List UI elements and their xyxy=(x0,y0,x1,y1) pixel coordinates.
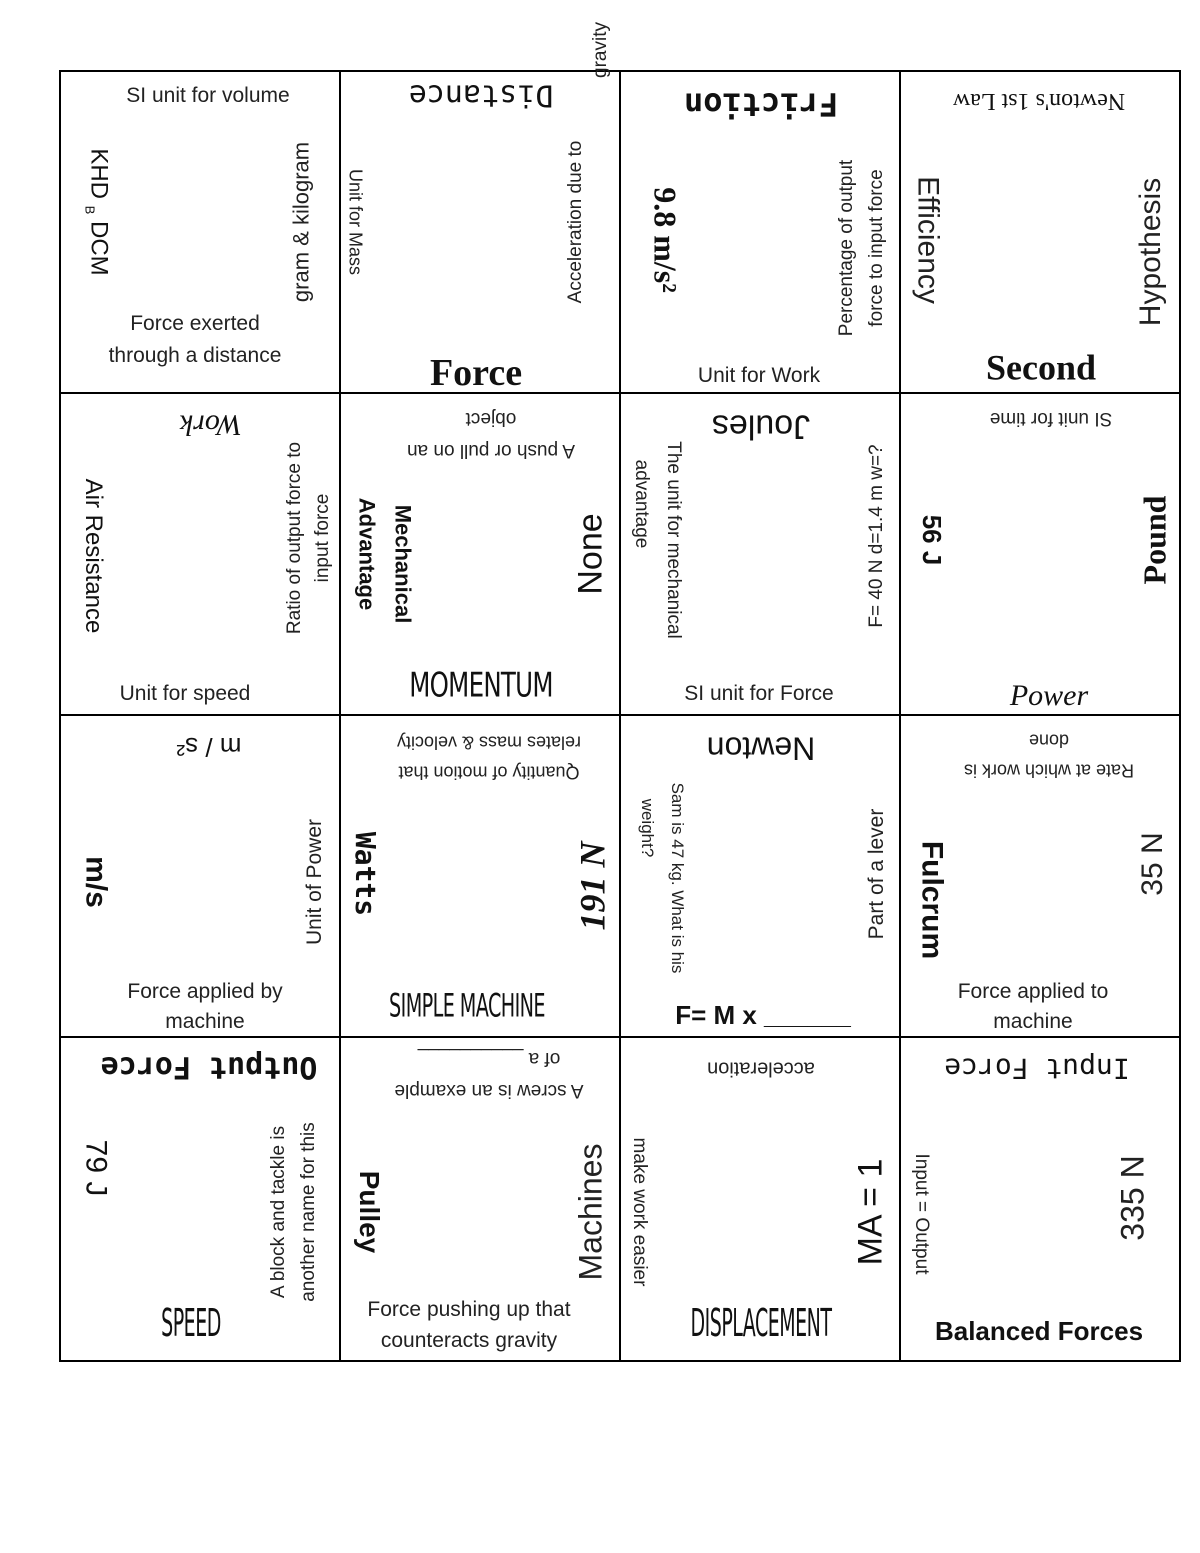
cell-right-text: None xyxy=(571,513,610,595)
cell-top-text: Work xyxy=(179,408,243,442)
cell-right-text: 335 N xyxy=(1114,1155,1151,1241)
cell-top-text: Joules xyxy=(711,407,811,446)
cell-top-line-1: Rate at which work is xyxy=(963,760,1135,781)
cell-r4c1 xyxy=(61,1038,341,1360)
cell-right-text: F= 40 N d=1.4 m w=? xyxy=(866,444,888,628)
cell-top-line-2: relates mass & velocity xyxy=(396,732,582,753)
cell-bottom-text: F= M x ______ xyxy=(675,1000,851,1031)
metric-prefix-base: B xyxy=(82,205,98,215)
cell-r3c2 xyxy=(341,716,621,1038)
cell-right-text: Hypothesis xyxy=(1133,177,1167,327)
cell-top-text: SI unit for volume xyxy=(126,83,290,107)
cell-right-text: Machines xyxy=(572,1143,609,1281)
cell-left-text: m/s xyxy=(79,856,113,908)
cell-left-line-1: Sam is 47 kg. What is his xyxy=(667,782,687,974)
cell-r2c4 xyxy=(901,394,1181,716)
cell-top-line-2: done xyxy=(1028,730,1070,751)
cell-top-text: Newton xyxy=(706,730,816,767)
cell-left-text: make work easier xyxy=(628,1137,650,1287)
cell-right-text: 191 N xyxy=(572,841,613,931)
cell-right-line-2-text: gravity xyxy=(590,22,612,78)
cell-right-line-1: Ratio of output force to xyxy=(284,441,306,635)
cell-right-line-1: Percentage of output xyxy=(836,159,858,337)
metric-prefix-start: KHD xyxy=(85,148,113,199)
cell-top-text: Newton's 1st Law xyxy=(952,87,1126,114)
cell-right-line-2: another name for this xyxy=(298,1122,320,1302)
cell-bottom-line-2: machine xyxy=(165,1009,245,1033)
cell-r4c4 xyxy=(901,1038,1181,1360)
cell-top-line-1: Quantity of motion that xyxy=(398,762,580,783)
cell-right-line-2-text: input force xyxy=(312,493,334,583)
cell-top-line-2: object xyxy=(465,407,517,429)
cell-bottom-line-1: Force exerted xyxy=(130,311,260,335)
cell-r2c2 xyxy=(341,394,621,716)
cell-bottom-line-1: Force pushing up that xyxy=(367,1297,571,1321)
cell-right-line-1: Acceleration due to xyxy=(565,140,587,304)
cell-bottom-line-1: Force applied to xyxy=(957,979,1109,1003)
cell-left-text xyxy=(82,148,113,275)
cell-left-text: Fulcrum xyxy=(915,840,949,960)
cell-left-text: 9.8 m/s² xyxy=(647,187,684,293)
puzzle-grid xyxy=(59,22,1181,1362)
cell-left-text: Unit for Mass xyxy=(345,168,366,276)
cell-left-text: 79 J xyxy=(79,1139,113,1197)
cell-right-line-2 xyxy=(312,494,334,583)
cell-r4c2 xyxy=(341,1038,621,1360)
cell-r4c3 xyxy=(621,1038,901,1360)
cell-left-text: Efficiency xyxy=(911,176,945,304)
cell-right-text: Pound xyxy=(1136,495,1173,585)
cell-right-text: MA = 1 xyxy=(851,1158,890,1266)
cell-r1c3 xyxy=(621,72,901,394)
cell-left-text: Air Resistance xyxy=(79,478,107,634)
cell-left-line-2: advantage xyxy=(630,459,652,549)
cell-r3c4 xyxy=(901,716,1181,1038)
cell-right-line-2: force to input force xyxy=(866,169,888,327)
cell-left-text: Pulley xyxy=(354,1170,386,1254)
cell-bottom-text: MOMENTUM xyxy=(409,665,553,706)
cell-top-line-1: A push or pull on an xyxy=(407,439,575,461)
cell-top-text: Friction xyxy=(683,85,839,124)
cell-bottom-line-1: Force applied by xyxy=(127,979,283,1003)
cell-top-line-2: of a __________ xyxy=(417,1047,561,1069)
cell-right-text: 35 N xyxy=(1135,832,1169,896)
cell-right-text: Part of a lever xyxy=(864,808,888,940)
cell-bottom-text: Balanced Forces xyxy=(934,1316,1144,1347)
cell-bottom-text: Unit for Work xyxy=(697,363,821,387)
cell-left-text: 56 J xyxy=(916,514,947,566)
cell-bottom-text: SPEED xyxy=(161,1301,221,1346)
cell-right-line-1: A block and tackle is xyxy=(268,1125,290,1299)
cell-r1c2 xyxy=(341,22,621,395)
cell-r2c3 xyxy=(621,394,901,716)
cell-top-text: acceleration xyxy=(707,1057,815,1080)
cell-bottom-line-2: through a distance xyxy=(108,343,282,367)
cell-right-line-2 xyxy=(590,22,612,342)
cell-bottom-line-2: counteracts gravity xyxy=(380,1328,558,1352)
cell-top-line-1: A screw is an example xyxy=(394,1079,584,1101)
cell-left-text: Input = Output xyxy=(910,1153,932,1275)
cell-r3c3 xyxy=(621,716,901,1038)
cell-bottom-line-2: machine xyxy=(993,1009,1073,1033)
cell-bottom-text: Unit for speed xyxy=(119,681,251,705)
cell-left-line-1: Mechanical xyxy=(390,504,416,624)
cell-bottom-text: Force xyxy=(429,352,523,395)
cell-r2c1 xyxy=(61,394,341,716)
cell-left-text: Watts xyxy=(349,831,383,917)
cell-bottom-text: DISPLACEMENT xyxy=(690,1301,832,1346)
cell-top-text: Output Force xyxy=(100,1049,318,1085)
cell-top-text: Distance xyxy=(408,77,554,113)
cell-bottom-text: Power xyxy=(1009,678,1089,712)
cell-right-text: Unit of Power xyxy=(302,818,326,946)
cell-bottom-text: SIMPLE MACHINE xyxy=(389,986,545,1025)
cell-bottom-text: SI unit for Force xyxy=(684,681,834,705)
cell-bottom-text: Second xyxy=(985,347,1097,388)
cell-top-text: Input Force xyxy=(944,1052,1130,1086)
cell-left-line-2: Advantage xyxy=(354,497,380,611)
cell-r3c1 xyxy=(61,716,341,1038)
cell-left-line-2: weight? xyxy=(637,798,657,858)
cell-r1c1 xyxy=(61,72,341,394)
cell-top-text: SI unit for time xyxy=(989,407,1113,429)
metric-prefix-end: DCM xyxy=(85,221,113,276)
cell-right-text: gram & kilogram xyxy=(288,141,314,303)
cell-r1c4 xyxy=(901,72,1181,394)
cell-top-text: m / s² xyxy=(176,731,242,762)
cell-left-line-1: The unit for mechanical xyxy=(662,441,684,639)
